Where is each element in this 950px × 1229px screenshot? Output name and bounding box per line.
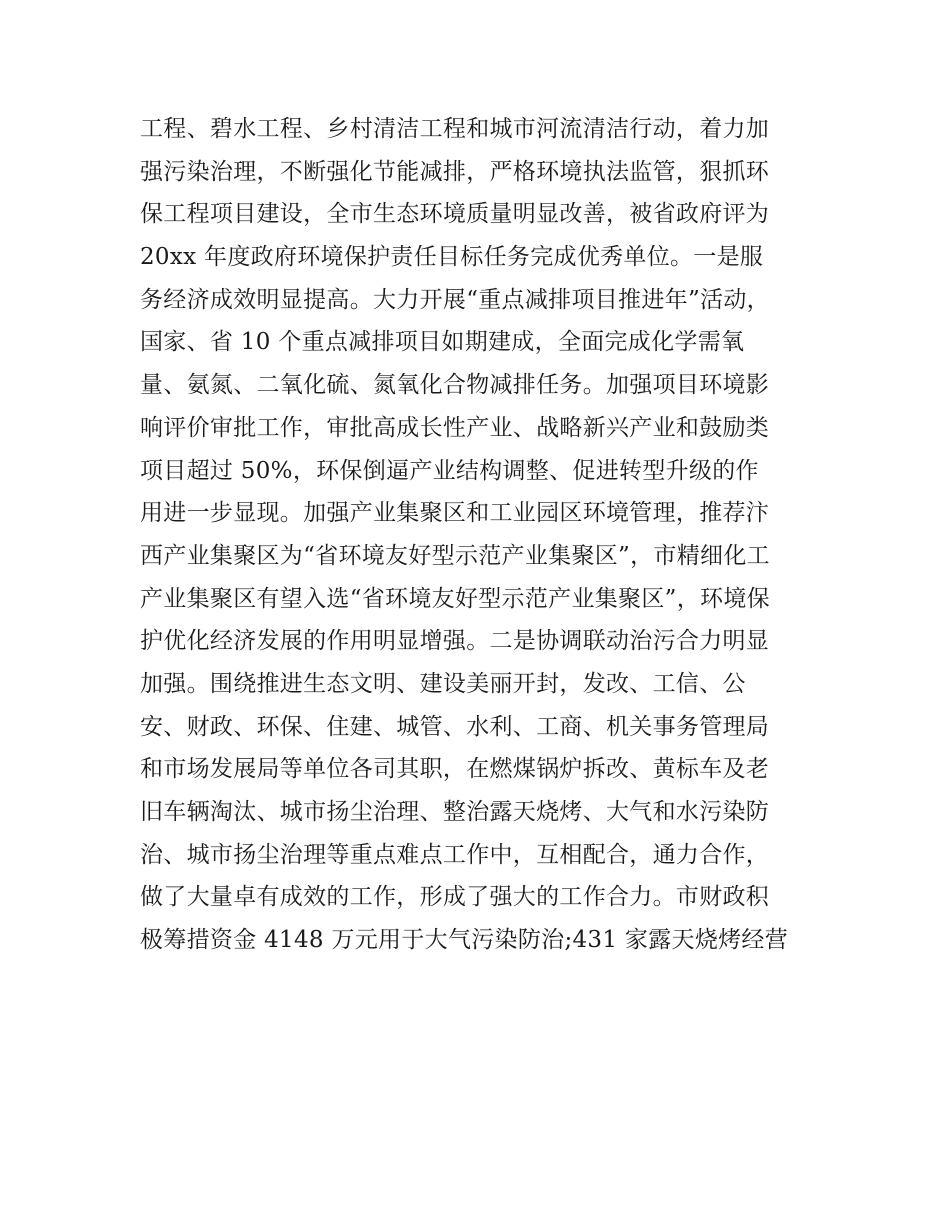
text-line: 旧车辆淘汰、城市扬尘治理、整治露天烧烤、大气和水污染防 [140, 799, 770, 825]
text-line: 强污染治理，不断强化节能减排，严格环境执法监管，狠抓环 [140, 158, 770, 185]
text-line: 做了大量卓有成效的工作，形成了强大的工作合力。市财政积 [140, 884, 770, 911]
text-line: 项目超过 50%，环保倒逼产业结构调整、促进转型升级的作 [140, 457, 759, 484]
text-line: 保工程项目建设，全市生态环境质量明显改善，被省政府评为 [140, 201, 770, 228]
text-line: 西产业集聚区为“省环境友好型示范产业集聚区”，市精细化工 [140, 542, 770, 569]
text-line: 20xx 年度政府环境保护责任目标任务完成优秀单位。一是服 [140, 244, 764, 271]
text-line: 加强。围绕推进生态文明、建设美丽开封，发改、工信、公 [140, 670, 746, 697]
text-line: 响评价审批工作，审批高成长性产业、战略新兴产业和鼓励类 [140, 414, 770, 441]
text-line: 和市场发展局等单位各司其职，在燃煤锅炉拆改、黄标车及老 [140, 756, 770, 783]
text-line: 工程、碧水工程、乡村清洁工程和城市河流清洁行动，着力加 [140, 116, 770, 142]
text-line: 量、氨氮、二氧化硫、氮氧化合物减排任务。加强项目环境影 [140, 372, 770, 399]
text-line: 安、财政、环保、住建、城管、水利、工商、机关事务管理局 [140, 713, 770, 740]
text-line: 产业集聚区有望入选“省环境友好型示范产业集聚区”，环境保 [140, 585, 770, 612]
text-line: 用进一步显现。加强产业集聚区和工业园区环境管理，推荐汴 [140, 500, 770, 527]
text-line: 极筹措资金 4148 万元用于大气污染防治;431 家露天烧烤经营 [140, 927, 789, 954]
text-line: 务经济成效明显提高。大力开展“重点减排项目推进年”活动， [140, 286, 770, 313]
text-line: 国家、省 10 个重点减排项目如期建成，全面完成化学需氧 [140, 329, 745, 356]
body-text [140, 108, 820, 962]
text-line: 护优化经济发展的作用明显增强。二是协调联动治污合力明显 [140, 628, 770, 655]
text-line: 治、城市扬尘治理等重点难点工作中，互相配合，通力合作， [140, 841, 770, 868]
